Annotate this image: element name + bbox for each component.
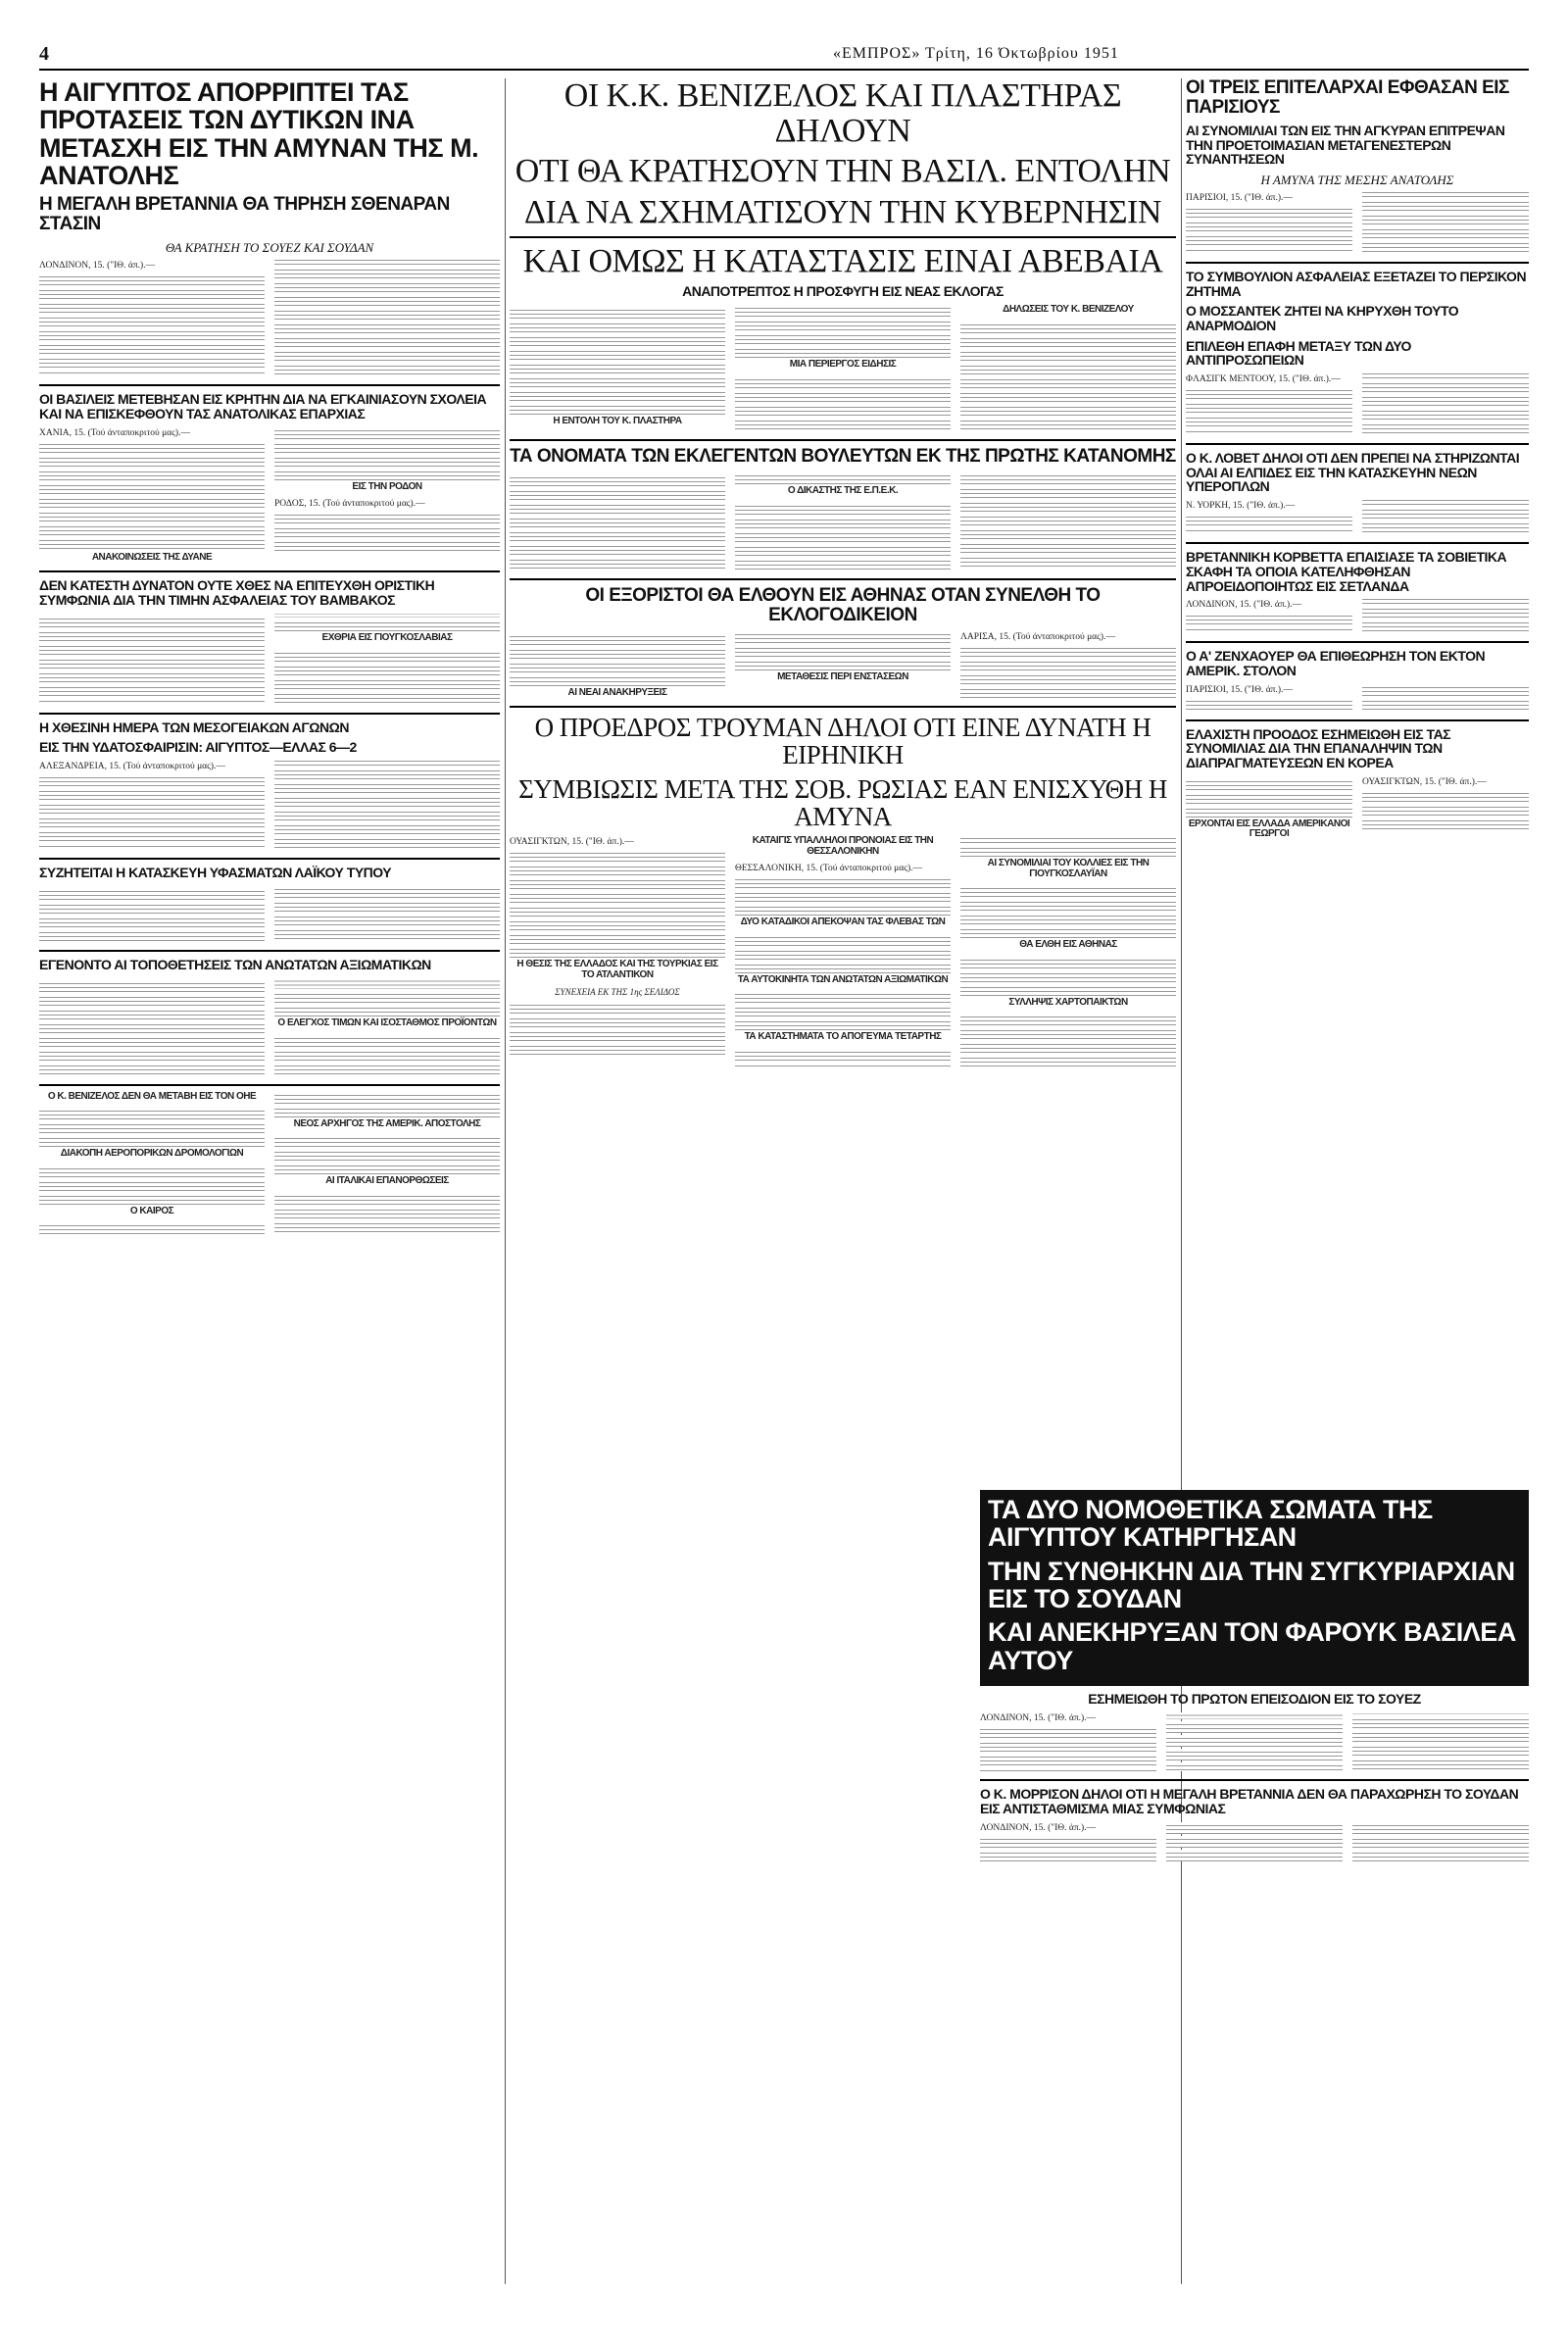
section-title: ΕΙΣ ΤΗΝ ΡΟΔΟΝ xyxy=(352,480,422,492)
article-kicker: Η ΑΜΥΝΑ ΤΗΣ ΜΕΣΗΣ ΑΝΑΤΟΛΗΣ xyxy=(1260,172,1454,187)
section-title: ΜΕΤΑΘΕΣΙΣ ΠΕΡΙ ΕΝΣΤΑΣΕΩΝ xyxy=(777,670,908,682)
newspaper-page xyxy=(39,39,1529,2294)
article-body xyxy=(39,1092,500,1235)
article-subheadline: ΕΙΣ ΤΗΝ ΥΔΑΤΟΣΦΑΙΡΙΣΙΝ: ΑΙΓΥΠΤΟΣ—ΕΛΛΑΣ 6—2 xyxy=(39,739,357,756)
section-title: ΔΥΟ ΚΑΤΑΔΙΚΟΙ ΑΠΕΚΟΨΑΝ ΤΑΣ ΦΛΕΒΑΣ ΤΩΝ xyxy=(740,917,946,928)
lead-sidehead: ΑΝΑΠΟΤΡΕΠΤΟΣ Η ΠΡΟΣΦΥΓΗ ΕΙΣ ΝΕΑΣ ΕΚΛΟΓΑΣ xyxy=(682,283,1004,300)
article-headline-line2: ΣΥΜΒΙΩΣΙΣ ΜΕΤΑ ΤΗΣ ΣΟΒ. ΡΩΣΙΑΣ ΕΑΝ ΕΝΙΣΧΥΘΗ Η ΑΜΥΝΑ xyxy=(518,773,1167,832)
article-headline: ΟΙ ΒΑΣΙΛΕΙΣ ΜΕΤΕΒΗΣΑΝ ΕΙΣ ΚΡΗΤΗΝ ΔΙΑ ΝΑ ΕΓΚΑΙΝΙΑΣΟΥΝ ΣΧΟΛΕΙΑ ΚΑΙ ΝΑ ΕΠΙΣΚΕΦΘΟΥΝ ΤΑΣ ΑΝΑΤΟΛΙΚΑΣ ΕΠΑΡΧΙΑΣ xyxy=(39,391,487,421)
section-title: ΑΙ ΣΥΝΟΜΙΛΙΑΙ ΤΟΥ ΚΟΛΛΙΕΣ ΕΙΣ ΤΗΝ ΓΙΟΥΓΚΟΣΛΑΥΪΑΝ xyxy=(987,858,1150,879)
article-subheadline: ΕΠΙΛΕΘΗ ΕΠΑΦΗ ΜΕΤΑΞΥ ΤΩΝ ΔΥΟ ΑΝΤΙΠΡΟΣΩΠΕΙΩΝ xyxy=(1186,337,1411,369)
section-title: ΔΗΛΩΣΕΙΣ ΤΟΥ Κ. ΒΕΝΙΖΕΛΟΥ xyxy=(1003,304,1134,316)
article-headline: ΟΙ ΤΡΕΙΣ ΕΠΙΤΕΛΑΡΧΑΙ ΕΦΘΑΣΑΝ ΕΙΣ ΠΑΡΙΣΙΟΥΣ xyxy=(1186,77,1509,118)
article-body xyxy=(39,886,500,942)
banner-headline-line2: ΤΗΝ ΣΥΝΘΗΚΗΝ ΔΙΑ ΤΗΝ ΣΥΓΚΥΡΙΑΡΧΙΑΝ ΕΙΣ ΤΟ ΣΟΥΔΑΝ xyxy=(988,1556,1515,1614)
banner-headline-line1: ΤΑ ΔΥΟ ΝΟΜΟΘΕΤΙΚΑ ΣΩΜΑΤΑ ΤΗΣ ΑΙΓΥΠΤΟΥ ΚΑΤΗΡΓΗΣΑΝ xyxy=(988,1495,1433,1553)
article-headline: Ο Α' ΖΕΝΧΑΟΥΕΡ ΘΑ ΕΠΙΘΕΩΡΗΣΗ ΤΟΝ ΕΚΤΟΝ ΑΜΕΡΙΚ. ΣΤΟΛΟΝ xyxy=(1186,648,1486,678)
dateline: Ν. ΥΟΡΚΗ, 15. ("ΙΘ. άπ.).— xyxy=(1186,501,1296,512)
page-header xyxy=(39,39,1529,71)
article-subheadline: Η ΜΕΓΑΛΗ ΒΡΕΤΑΝΝΙΑ ΘΑ ΤΗΡΗΣΗ ΣΘΕΝΑΡΑΝ ΣΤΑΣΙΝ xyxy=(39,194,450,235)
article-body xyxy=(1186,192,1529,254)
section-title: Η ΘΕΣΙΣ ΤΗΣ ΕΛΛΑΔΟΣ ΚΑΙ ΤΗΣ ΤΟΥΡΚΙΑΣ ΕΙΣ ΤΟ ΑΤΛΑΝΤΙΚΟΝ xyxy=(516,959,718,980)
dateline: ΘΕΣΣΑΛΟΝΙΚΗ, 15. (Τού άνταποκριτού μας).— xyxy=(735,864,923,874)
article-body xyxy=(1186,373,1529,435)
section-title: ΤΑ ΚΑΤΑΣΤΗΜΑΤΑ ΤΟ ΑΠΟΓΕΥΜΑ ΤΕΤΑΡΤΗΣ xyxy=(744,1031,942,1043)
article-headline: Ο Κ. ΜΟΡΡΙΣΟΝ ΔΗΛΟΙ ΟΤΙ Η ΜΕΓΑΛΗ ΒΡΕΤΑΝΝΙΑ ΔΕΝ ΘΑ ΠΑΡΑΧΩΡΗΣΗ ΤΟ ΣΟΥΔΑΝ ΕΙΣ ΑΝΤΙΣΤΑΘΜΙΣΜΑ ΜΙΑΣ ΣΥΜΦΩΝΙΑΣ xyxy=(980,1786,1519,1817)
section-title: ΝΕΟΣ ΑΡΧΗΓΟΣ ΤΗΣ ΑΜΕΡΙΚ. ΑΠΟΣΤΟΛΗΣ xyxy=(293,1117,481,1129)
article-body xyxy=(980,1712,1529,1772)
article-body xyxy=(510,472,1176,570)
page-number: 4 xyxy=(39,42,49,65)
section-title: Ο ΚΑΙΡΟΣ xyxy=(129,1205,174,1216)
section-title: Ο Κ. ΒΕΝΙΖΕΛΟΣ ΔΕΝ ΘΑ ΜΕΤΑΒΗ ΕΙΣ ΤΟΝ ΟΗΕ xyxy=(47,1090,257,1102)
dateline: ΦΛΑΣΙΓΚ ΜΕΝΤΟΟΥ, 15. ("ΙΘ. άπ.).— xyxy=(1186,374,1341,385)
dateline: ΛΟΝΔΙΝΟΝ, 15. ("ΙΘ. άπ.).— xyxy=(39,261,156,272)
dateline: ΛΑΡΙΣΑ, 15. (Τού άνταποκριτού μας).— xyxy=(960,631,1115,642)
center-column xyxy=(510,78,1176,1067)
banner-headline-line3: ΚΑΙ ΑΝΕΚΗΡΥΞΑΝ ΤΟΝ ΦΑΡΟΥΚ ΒΑΣΙΛΕΑ ΑΥΤΟΥ xyxy=(988,1617,1516,1675)
article-headline: ΤΑ ΟΝΟΜΑΤΑ ΤΩΝ ΕΚΛΕΓΕΝΤΩΝ ΒΟΥΛΕΥΤΩΝ ΕΚ ΤΗΣ ΠΡΩΤΗΣ ΚΑΤΑΝΟΜΗΣ xyxy=(510,446,1176,468)
article-headline: ΔΕΝ ΚΑΤΕΣΤΗ ΔΥΝΑΤΟΝ ΟΥΤΕ ΧΘΕΣ ΝΑ ΕΠΙΤΕΥΧΘΗ ΟΡΙΣΤΙΚΗ ΣΥΜΦΩΝΙΑ ΔΙΑ ΤΗΝ ΤΙΜΗΝ ΑΣΦΑΛΕΙΑΣ ΤΟΥ ΒΑΜΒΑΚΟΣ xyxy=(39,577,435,608)
section-title: Ο ΕΛΕΓΧΟΣ ΤΙΜΩΝ ΚΑΙ ΙΣΟΣΤΑΘΜΟΣ ΠΡΟΪΟΝΤΩΝ xyxy=(277,1017,497,1029)
lead-headline-line4: ΚΑΙ ΟΜΩΣ Η ΚΑΤΑΣΤΑΣΙΣ ΕΙΝΑΙ ΑΒΕΒΑΙΑ xyxy=(522,242,1163,279)
article-subheadline: Ο ΜΟΣΣΑΝΤΕΚ ΖΗΤΕΙ ΝΑ ΚΗΡΥΧΘΗ ΤΟΥΤΟ ΑΝΑΡΜΟΔΙΟΝ xyxy=(1186,303,1459,333)
section-title: ΣΥΛΛΗΨΙΣ ΧΑΡΤΟΠΑΙΚΤΩΝ xyxy=(1008,996,1128,1008)
section-title: ΚΑΤΑΙΓΙΣ ΥΠΑΛΛΗΛΟΙ ΠΡΟΝΟΙΑΣ ΕΙΣ ΤΗΝ ΘΕΣΣΑΛΟΝΙΚΗΝ xyxy=(752,835,934,857)
article-body xyxy=(1186,599,1529,633)
section-title: ΤΑ ΑΥΤΟΚΙΝΗΤΑ ΤΩΝ ΑΝΩΤΑΤΩΝ ΑΞΙΩΜΑΤΙΚΩΝ xyxy=(737,973,949,985)
article-body xyxy=(510,631,1176,699)
left-column xyxy=(39,78,500,1235)
article-headline: ΣΥΖΗΤΕΙΤΑΙ Η ΚΑΤΑΣΚΕΥΗ ΥΦΑΣΜΑΤΩΝ ΛΑΪΚΟΥ ΤΥΠΟΥ xyxy=(39,865,392,881)
egypt-banner-article xyxy=(980,1490,1529,1863)
dateline: ΠΑΡΙΣΙΟΙ, 15. ("ΙΘ. άπ.).— xyxy=(1186,684,1293,695)
article-body xyxy=(39,260,500,376)
article-body xyxy=(1186,684,1529,712)
section-title: ΑΙ ΝΕΑΙ ΑΝΑΚΗΡΥΞΕΙΣ xyxy=(567,686,667,698)
dateline: ΟΥΑΣΙΓΚΤΩΝ, 15. ("ΙΘ. άπ.).— xyxy=(1362,776,1487,787)
section-title: ΔΙΑΚΟΠΗ ΑΕΡΟΠΟΡΙΚΩΝ ΔΡΟΜΟΛΟΓΙΩΝ xyxy=(60,1148,244,1160)
continuation-note: ΣΥΝΕΧΕΙΑ ΕΚ ΤΗΣ 1ης ΣΕΛΙΔΟΣ xyxy=(555,987,680,998)
article-body xyxy=(39,978,500,1076)
right-column xyxy=(1186,78,1529,840)
dateline: ΠΑΡΙΣΙΟΙ, 15. ("ΙΘ. άπ.).— xyxy=(1186,192,1293,203)
article-body xyxy=(39,427,500,564)
dateline: ΟΥΑΣΙΓΚΤΩΝ, 15. ("ΙΘ. άπ.).— xyxy=(510,837,634,848)
masthead: «ΕΜΠΡΟΣ» Τρίτη, 16 Όκτωβρίου 1951 xyxy=(833,45,1119,62)
banner-subheadline: ΕΣΗΜΕΙΩΘΗ ΤΟ ΠΡΩΤΟΝ ΕΠΕΙΣΟΔΙΟΝ ΕΙΣ ΤΟ ΣΟΥΕΖ xyxy=(1088,1691,1421,1708)
article-headline: Η ΧΘΕΣΙΝΗ ΗΜΕΡΑ ΤΩΝ ΜΕΣΟΓΕΙΑΚΩΝ ΑΓΩΝΩΝ xyxy=(39,719,349,735)
section-title: ΕΧΘΡΙΑ ΕΙΣ ΓΙΟΥΓΚΟΣΛΑΒΙΑΣ xyxy=(321,632,453,644)
article-body xyxy=(1186,500,1529,534)
article-subheadline: ΑΙ ΣΥΝΟΜΙΛΙΑΙ ΤΩΝ ΕΙΣ ΤΗΝ ΑΓΚΥΡΑΝ ΕΠΙΤΡΕΨΑΝ ΤΗΝ ΠΡΟΕΤΟΙΜΑΣΙΑΝ ΜΕΤΑΓΕΝΕΣΤΕΡΩΝ ΣΥΝΑΝΤΗΣΕΩΝ xyxy=(1186,122,1505,168)
article-headline: ΒΡΕΤΑΝΝΙΚΗ ΚΟΡΒΕΤΤΑ ΕΠΑΙΣΙΑΣΕ ΤΑ ΣΟΒΙΕΤΙΚΑ ΣΚΑΦΗ ΤΑ ΟΠΟΙΑ ΚΑΤΕΛΗΦΘΗΣΑΝ ΑΠΡΟΕΙΔΟΠΟΙΗΤΩΣ ΕΙΣ ΣΕΤΛΑΝΔΑ xyxy=(1186,549,1507,594)
dateline: ΛΟΝΔΙΝΟΝ, 15. ("ΙΘ. άπ.).— xyxy=(1186,600,1302,611)
lead-headline-line3: ΔΙΑ ΝΑ ΣΧΗΜΑΤΙΣΟΥΝ ΤΗΝ ΚΥΒΕΡΝΗΣΙΝ xyxy=(524,194,1161,231)
article-headline: Η ΑΙΓΥΠΤΟΣ ΑΠΟΡΡΙΠΤΕΙ ΤΑΣ ΠΡΟΤΑΣΕΙΣ ΤΩΝ ΔΥΤΙΚΩΝ ΙΝΑ ΜΕΤΑΣΧΗ ΕΙΣ ΤΗΝ ΑΜΥΝΑΝ ΤΗΣ Μ. ΑΝΑΤΟΛΗΣ xyxy=(39,77,479,191)
section-title: ΑΙ ΙΤΑΛΙΚΑΙ ΕΠΑΝΟΡΘΩΣΕΙΣ xyxy=(325,1175,449,1187)
article-headline: ΕΛΑΧΙΣΤΗ ΠΡΟΟΔΟΣ ΕΣΗΜΕΙΩΘΗ ΕΙΣ ΤΑΣ ΣΥΝΟΜΙΛΙΑΣ ΔΙΑ ΤΗΝ ΕΠΑΝΑΛΗΨΙΝ ΤΩΝ ΔΙΑΠΡΑΓΜΑΤΕΥΣΕΩΝ ΕΝ ΚΟΡΕΑ xyxy=(1186,725,1451,770)
article-headline-line1: Ο ΠΡΟΕΔΡΟΣ ΤΡΟΥΜΑΝ ΔΗΛΟΙ ΟΤΙ ΕΙΝΕ ΔΥΝΑΤΗ Η ΕΙΡΗΝΙΚΗ xyxy=(534,713,1152,770)
article-body xyxy=(510,836,1176,1067)
section-title: Ο ΔΙΚΑΣΤΗΣ ΤΗΣ Ε.Π.Ε.Κ. xyxy=(787,485,899,497)
section-title: ΜΙΑ ΠΕΡΙΕΡΓΟΣ ΕΙΔΗΣΙΣ xyxy=(789,359,897,371)
dateline: ΧΑΝΙΑ, 15. (Τού άνταποκριτού μας).— xyxy=(39,427,190,438)
article-body xyxy=(39,614,500,705)
article-body xyxy=(1186,776,1529,840)
dateline: ΛΟΝΔΙΝΟΝ, 15. ("ΙΘ. άπ.).— xyxy=(980,1822,1097,1833)
section-title: ΑΝΑΚΟΙΝΩΣΕΙΣ ΤΗΣ ΔΥΑΝΕ xyxy=(91,551,213,563)
section-title: ΕΡΧΟΝΤΑΙ ΕΙΣ ΕΛΛΑΔΑ ΑΜΕΡΙΚΑΝΟΙ ΓΕΩΡΓΟΙ xyxy=(1188,818,1350,840)
dateline: ΑΛΕΞΑΝΔΡΕΙΑ, 15. (Τού άνταποκριτού μας).— xyxy=(39,762,225,772)
column-rule xyxy=(505,78,506,2284)
lead-headline-line1: ΟΙ Κ.Κ. ΒΕΝΙΖΕΛΟΣ ΚΑΙ ΠΛΑΣΤΗΡΑΣ ΔΗΛΟΥΝ xyxy=(564,77,1122,149)
article-kicker: ΘΑ ΚΡΑΤΗΣΗ ΤΟ ΣΟΥΕΖ ΚΑΙ ΣΟΥΔΑΝ xyxy=(165,240,374,256)
dateline: ΛΟΝΔΙΝΟΝ, 15. ("ΙΘ. άπ.).— xyxy=(980,1712,1097,1723)
article-body xyxy=(510,305,1176,431)
dateline: ΡΟΔΟΣ, 15. (Τού άνταποκριτού μας).— xyxy=(274,499,425,510)
article-headline: ΕΓΕΝΟΝΤΟ ΑΙ ΤΟΠΟΘΕΤΗΣΕΙΣ ΤΩΝ ΑΝΩΤΑΤΩΝ ΑΞΙΩΜΑΤΙΚΩΝ xyxy=(39,956,431,972)
section-title: Η ΕΝΤΟΛΗ ΤΟΥ Κ. ΠΛΑΣΤΗΡΑ xyxy=(553,416,682,427)
article-headline: ΤΟ ΣΥΜΒΟΥΛΙΟΝ ΑΣΦΑΛΕΙΑΣ ΕΞΕΤΑΖΕΙ ΤΟ ΠΕΡΣΙΚΟΝ ΖΗΤΗΜΑ xyxy=(1186,268,1527,299)
article-body xyxy=(39,761,500,850)
article-headline: Ο Κ. ΛΟΒΕΤ ΔΗΛΟΙ ΟΤΙ ΔΕΝ ΠΡΕΠΕΙ ΝΑ ΣΤΗΡΙΖΩΝΤΑΙ ΟΛΑΙ ΑΙ ΕΛΠΙΔΕΣ ΕΙΣ ΤΗΝ ΚΑΤΑΣΚΕΥΗΝ ΝΕΩΝ ΥΠΕΡΟΠΛΩΝ xyxy=(1186,450,1520,495)
section-title: ΘΑ ΕΛΘΗ ΕΙΣ ΑΘΗΝΑΣ xyxy=(1019,939,1117,951)
lead-headline-line2: ΟΤΙ ΘΑ ΚΡΑΤΗΣΟΥΝ ΤΗΝ ΒΑΣΙΛ. ΕΝΤΟΛΗΝ xyxy=(514,153,1171,190)
article-headline: ΟΙ ΕΞΟΡΙΣΤΟΙ ΘΑ ΕΛΘΟΥΝ ΕΙΣ ΑΘΗΝΑΣ ΟΤΑΝ ΣΥΝΕΛΘΗ ΤΟ ΕΚΛΟΓΟΔΙΚΕΙΟΝ xyxy=(585,584,1101,625)
column-rule xyxy=(1181,78,1182,2284)
article-body xyxy=(980,1822,1529,1863)
